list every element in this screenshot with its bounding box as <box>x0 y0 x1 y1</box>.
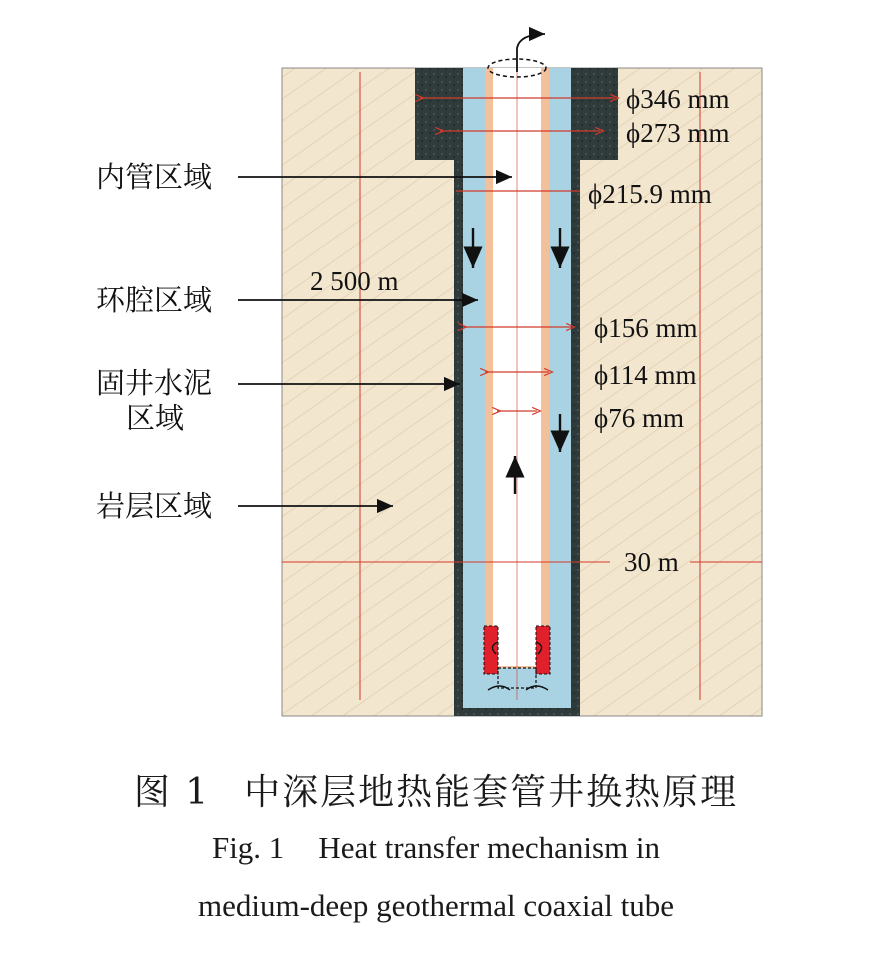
label-cement-region-line2: 区域 <box>126 401 185 435</box>
label-inner-pipe-region: 内管区域 <box>96 160 213 194</box>
caption-english-line2 <box>0 888 872 924</box>
dim-label-76: ϕ76 mm <box>594 403 684 433</box>
dim-label-114: ϕ114 mm <box>594 360 697 390</box>
heat-marker-left <box>484 626 498 674</box>
dim-label-273: ϕ273 mm <box>626 118 730 148</box>
caption-cn-title: 中深层地热能套管井换热原理 <box>244 772 739 813</box>
label-annulus-region: 环腔区域 <box>96 283 213 317</box>
caption-cn-number: 图 1 <box>133 772 211 813</box>
depth-label: 2 500 m <box>310 266 399 296</box>
dim-label-156: ϕ156 mm <box>594 313 698 343</box>
caption-en-line1: Heat transfer mechanism in <box>318 830 661 865</box>
dim-label-346: ϕ346 mm <box>626 84 730 114</box>
dim-label-215: ϕ215.9 mm <box>588 179 712 209</box>
heat-marker-right <box>536 626 550 674</box>
caption-en-number: Fig. 1 <box>211 830 285 865</box>
outlet-arrow <box>517 34 545 72</box>
caption-en-line2: medium-deep geothermal coaxial tube <box>197 888 674 923</box>
radius-label: 30 m <box>624 547 679 577</box>
label-rock-region: 岩层区域 <box>96 489 213 523</box>
caption-chinese <box>0 764 872 815</box>
caption-english-line1 <box>0 830 872 866</box>
label-cement-region-line1: 固井水泥 <box>96 366 213 400</box>
